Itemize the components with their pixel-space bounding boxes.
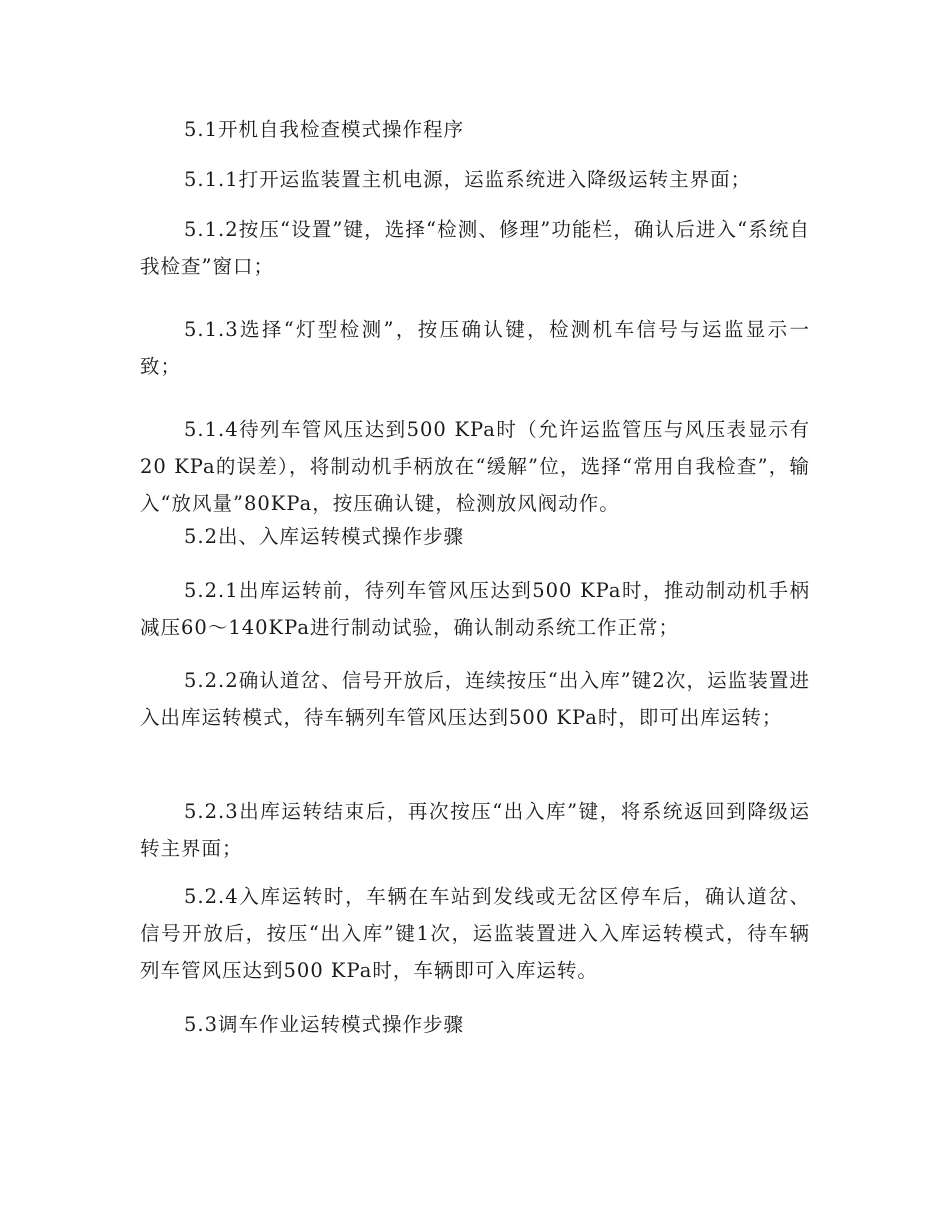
paragraph-5-1-4: 5.1.4待列车管风压达到500 KPa时（允许运监管压与风压表显示有20 KPa的误差），将制动机手柄放在“缓解”位，选择“常用自我检查”，输入“放风量”80KPa，按压确认键，检测放风阀动作。 (140, 418, 810, 515)
paragraph-5-1-3: 5.1.3选择“灯型检测”，按压确认键，检测机车信号与运监显示一致； (140, 318, 810, 378)
paragraph-5-2-2: 5.2.2确认道岔、信号开放后，连续按压“出入库”键2次，运监装置进入出库运转模式，待车辆列车管风压达到500 KPa时，即可出库运转； (140, 669, 810, 729)
section-heading-5-3: 5.3调车作业运转模式操作步骤 (184, 1013, 465, 1036)
paragraph-5-1-1: 5.1.1打开运监装置主机电源，运监系统进入降级运转主界面； (184, 168, 752, 191)
paragraph-5-1-2: 5.1.2按压“设置”键，选择“检测、修理”功能栏，确认后进入“系统自我检查”窗口； (140, 218, 810, 278)
paragraph-5-2-3: 5.2.3出库运转结束后，再次按压“出入库”键，将系统返回到降级运转主界面； (140, 800, 810, 860)
section-heading-5-1: 5.1开机自我检查模式操作程序 (184, 118, 465, 141)
paragraph-5-2-1: 5.2.1出库运转前，待列车管风压达到500 KPa时，推动制动机手柄减压60～140KPa进行制动试验，确认制动系统工作正常； (140, 579, 810, 639)
paragraph-5-2-4: 5.2.4入库运转时，车辆在车站到发线或无岔区停车后，确认道岔、信号开放后，按压“出入库”键1次，运监装置进入入库运转模式，待车辆列车管风压达到500 KPa时，车辆即可入库运转。 (140, 885, 810, 982)
section-heading-5-2: 5.2出、入库运转模式操作步骤 (184, 525, 465, 548)
